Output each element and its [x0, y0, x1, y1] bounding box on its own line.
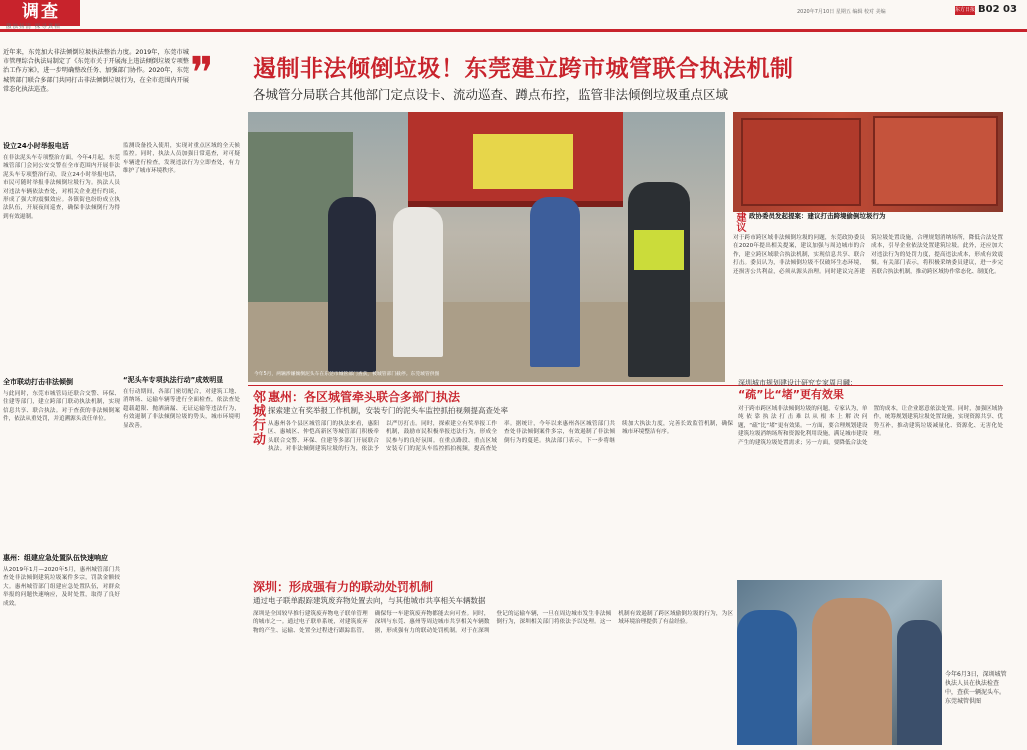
main-photo	[248, 112, 725, 382]
suspect	[393, 207, 443, 357]
paper-badge: 东方日报	[955, 7, 976, 13]
para-huizhou-team: 从2019年1月—2020年5月，惠州城管部门共查处非法倾倒建筑垃圾案件多宗，罚款金额较大。惠州城管部门组建应急处置队伍，对群众举报的问题快速响应，及时处置，取得了良好成效。	[3, 567, 120, 607]
para-joint: 与此同时，东莞市城管局还联合交警、环保、住建等部门，建立跨部门联动执法机制，实现信息共享、联合执法。对于查获的非法倾倒案件，依法从重处罚，并追溯源头责任单位。	[3, 391, 120, 423]
heading-joint: 全市联动打击非法倾倒	[3, 378, 73, 386]
suggest-text: 对于跨市跨区域非法倾倒垃圾的问题，东莞政协委员在2020年提出相关提案，建议加强与周边城市的合作，建立跨区域联合执法机制，实现信息共享、联合打击。委员认为，非法倾倒垃圾不仅破坏生态环境，还损害公共利益，必须从源头治理。同时建议完善建筑垃圾处置设施，合理规划消纳场所，降低合法处置成本，引导企业依法处置建筑垃圾。此外，还应加大对违法行为的处罚力度，提高违法成本，形成有效震慑。有关部门表示，将积极采纳委员建议，进一步完善联合执法机制，推动跨区域协作常态化、制度化。	[733, 235, 1003, 275]
shenzhen-title: 深圳：形成强有力的联动处罚机制	[253, 580, 434, 594]
driver	[812, 598, 892, 745]
truck-plate	[473, 134, 573, 189]
shenzhen-text: 深圳是全国较早推行建筑废弃物电子联单管理的城市之一。通过电子联单系统，对建筑废弃物的产生、运输、处置全过程进行跟踪监管，确保每一车建筑废弃物都能去向可查。同时，深圳与东莞、惠州等周边城市共享相关车辆数据，形成强有力的联动处罚机制。对于在深圳登记的运输车辆，一旦在周边城市发生非法倾倒行为，深圳相关部门将依法予以处理。这一机制有效遏制了跨区域偷倒垃圾的行为，为区域环境治理提供了有益经验。	[253, 611, 733, 634]
section-slogan: 激浊扬清 探寻真相	[6, 24, 61, 30]
officer-blue	[737, 610, 797, 745]
neighbor-city-label: 邻城行动	[250, 390, 265, 446]
bottom-officer-right	[897, 620, 942, 745]
officer-2	[530, 197, 580, 367]
huizhou-title: 惠州：各区城管牵头联合多部门执法	[268, 390, 461, 404]
safety-vest	[634, 230, 684, 270]
right-truck-2	[873, 116, 998, 206]
right-photo	[733, 112, 1003, 212]
research-heading: 深圳城市规划建设计研究专家周月麟：	[738, 379, 857, 387]
quote-icon: ❞	[190, 48, 214, 99]
suggest-label-inline	[733, 212, 1003, 232]
bottom-photo	[737, 580, 942, 745]
section-logo: 调查	[0, 0, 80, 26]
para-hotline: 在非法泥头车专项整治方面，今年4月起，东莞城管部门会同公安交警在全市范围内开展非法泥头车专项整治行动，设立24小时举报电话，市民可随时举报非法倾倒垃圾行为。执法人员对违法车辆依法查处，对相关企业进行约谈，形成了强大的震慑效应。各镇街也纷纷成立执法队伍，开展夜间巡查，确保非法倾倒行为得到有效遏制。	[3, 155, 120, 220]
left-column-1	[3, 142, 120, 742]
research-section	[738, 378, 1003, 590]
shenzhen-subtitle: 通过电子联单跟踪建筑废弃物处置去向，与其他城市共享相关车辆数据	[253, 596, 486, 605]
research-text: 对于跨市跨区域非法倾倒垃圾的问题，专家认为，单纯依靠执法打击难以从根本上解决问题，“疏”比“堵”更有效果。一方面，要合理规划建设建筑垃圾消纳场所和资源化利用设施，满足城市建设产生的建筑垃圾处置需求；另一方面，要降低合法处置的成本，让企业愿意依法处置。同时，加强区域协作，统筹规划建筑垃圾处置设施，实现资源共享、优势互补，推动建筑垃圾减量化、资源化、无害化处理。	[738, 406, 1003, 446]
officer-3	[628, 182, 690, 377]
suggest-label-vertical: 建议	[734, 212, 745, 232]
suggest-heading: 政协委员发起提案：建议打击跨境偷倒垃圾行为	[749, 212, 886, 220]
main-photo-caption: 今年5月，两辆涉嫌倾倒泥头车在东莞市城管部门查获，被城管部门截停。东莞城管供图	[254, 372, 440, 377]
heading-huizhou-team: 惠州：组建应急处置队伍快速响应	[3, 554, 108, 562]
para-monitoring: 监测设备投入使用，实现对重点区域的全天候监控。同时，执法人员加强日常巡查，对可疑车辆进行检查，发现违法行为立即查处，有力维护了城市环境秩序。	[123, 143, 240, 175]
huizhou-text: 从惠州各个县区城管部门的执法来看，惠阳区、惠城区、仲恺高新区等城管部门积极牵头联合交警、环保、住建等多部门开展联合执法。对非法倾倒建筑垃圾的行为，依法予以严厉打击。同时，探索建立有奖举报工作机制，鼓励市民积极举报违法行为，形成全民参与的良好氛围。在重点路段、重点区域安装专门的泥头车监控抓拍视频，提高查处率。据统计，今年以来惠州各区城管部门共查处非法倾倒案件多宗，有效遏制了非法倾倒行为的蔓延。执法部门表示，下一步将继续加大执法力度，完善长效监管机制，确保城市环境整洁有序。	[268, 421, 733, 453]
research-title: “疏”比“堵”更有效果	[738, 388, 844, 401]
lead-box	[3, 48, 189, 140]
date-line: 2020年7月10日 星期五 编辑 校对 美编	[797, 9, 886, 15]
officer-1	[328, 197, 376, 372]
masthead	[0, 0, 1027, 32]
main-title: 遏制非法倾倒垃圾！东莞建立跨市城管联合执法机制	[253, 56, 794, 82]
huizhou-subtitle: 探索建立有奖举报工作机制，安装专门的泥头车监控抓拍视频提高查处率	[268, 406, 508, 415]
huizhou-section	[268, 390, 733, 570]
para-campaign: 在行动期间，各部门密切配合，对建筑工地、消纳场、运输车辆等进行全面检查，依法查处超载超限、抛洒滴漏、无证运输等违法行为，有效遏制了非法倾倒垃圾的势头，城市环境明显改善。	[123, 389, 240, 429]
right-truck-grill	[741, 118, 861, 206]
suggest-block	[733, 212, 1003, 379]
left-column-2	[123, 142, 240, 742]
page-number: B02 03	[978, 4, 1017, 15]
shenzhen-section	[253, 580, 733, 745]
main-subtitle: 各城管分局联合其他部门定点设卡、流动巡查、蹲点布控，监管非法倾倒垃圾重点区域	[253, 87, 729, 102]
lead-text: 近年来，东莞加大非法倾倒垃圾执法整治力度。2019年，东莞市城市管理综合执法局制定了《东莞市关于开展海上违法倾倒垃圾专项整治工作方案》，进一步明确整改任务、加强部门协作。2020年，东莞城管部门联合多部门共同打击非法倾倒垃圾行为，在全市范围内开展常态化执法巡查。	[3, 49, 189, 93]
bottom-photo-caption: 今年6月3日，深圳城管执法人员在执法检查中，查获一辆泥头车。东莞城管供图	[945, 671, 1007, 705]
heading-hotline: 设立24小时举报电话	[3, 142, 69, 150]
heading-campaign: “泥头车专项执法行动”成效明显	[123, 376, 224, 384]
